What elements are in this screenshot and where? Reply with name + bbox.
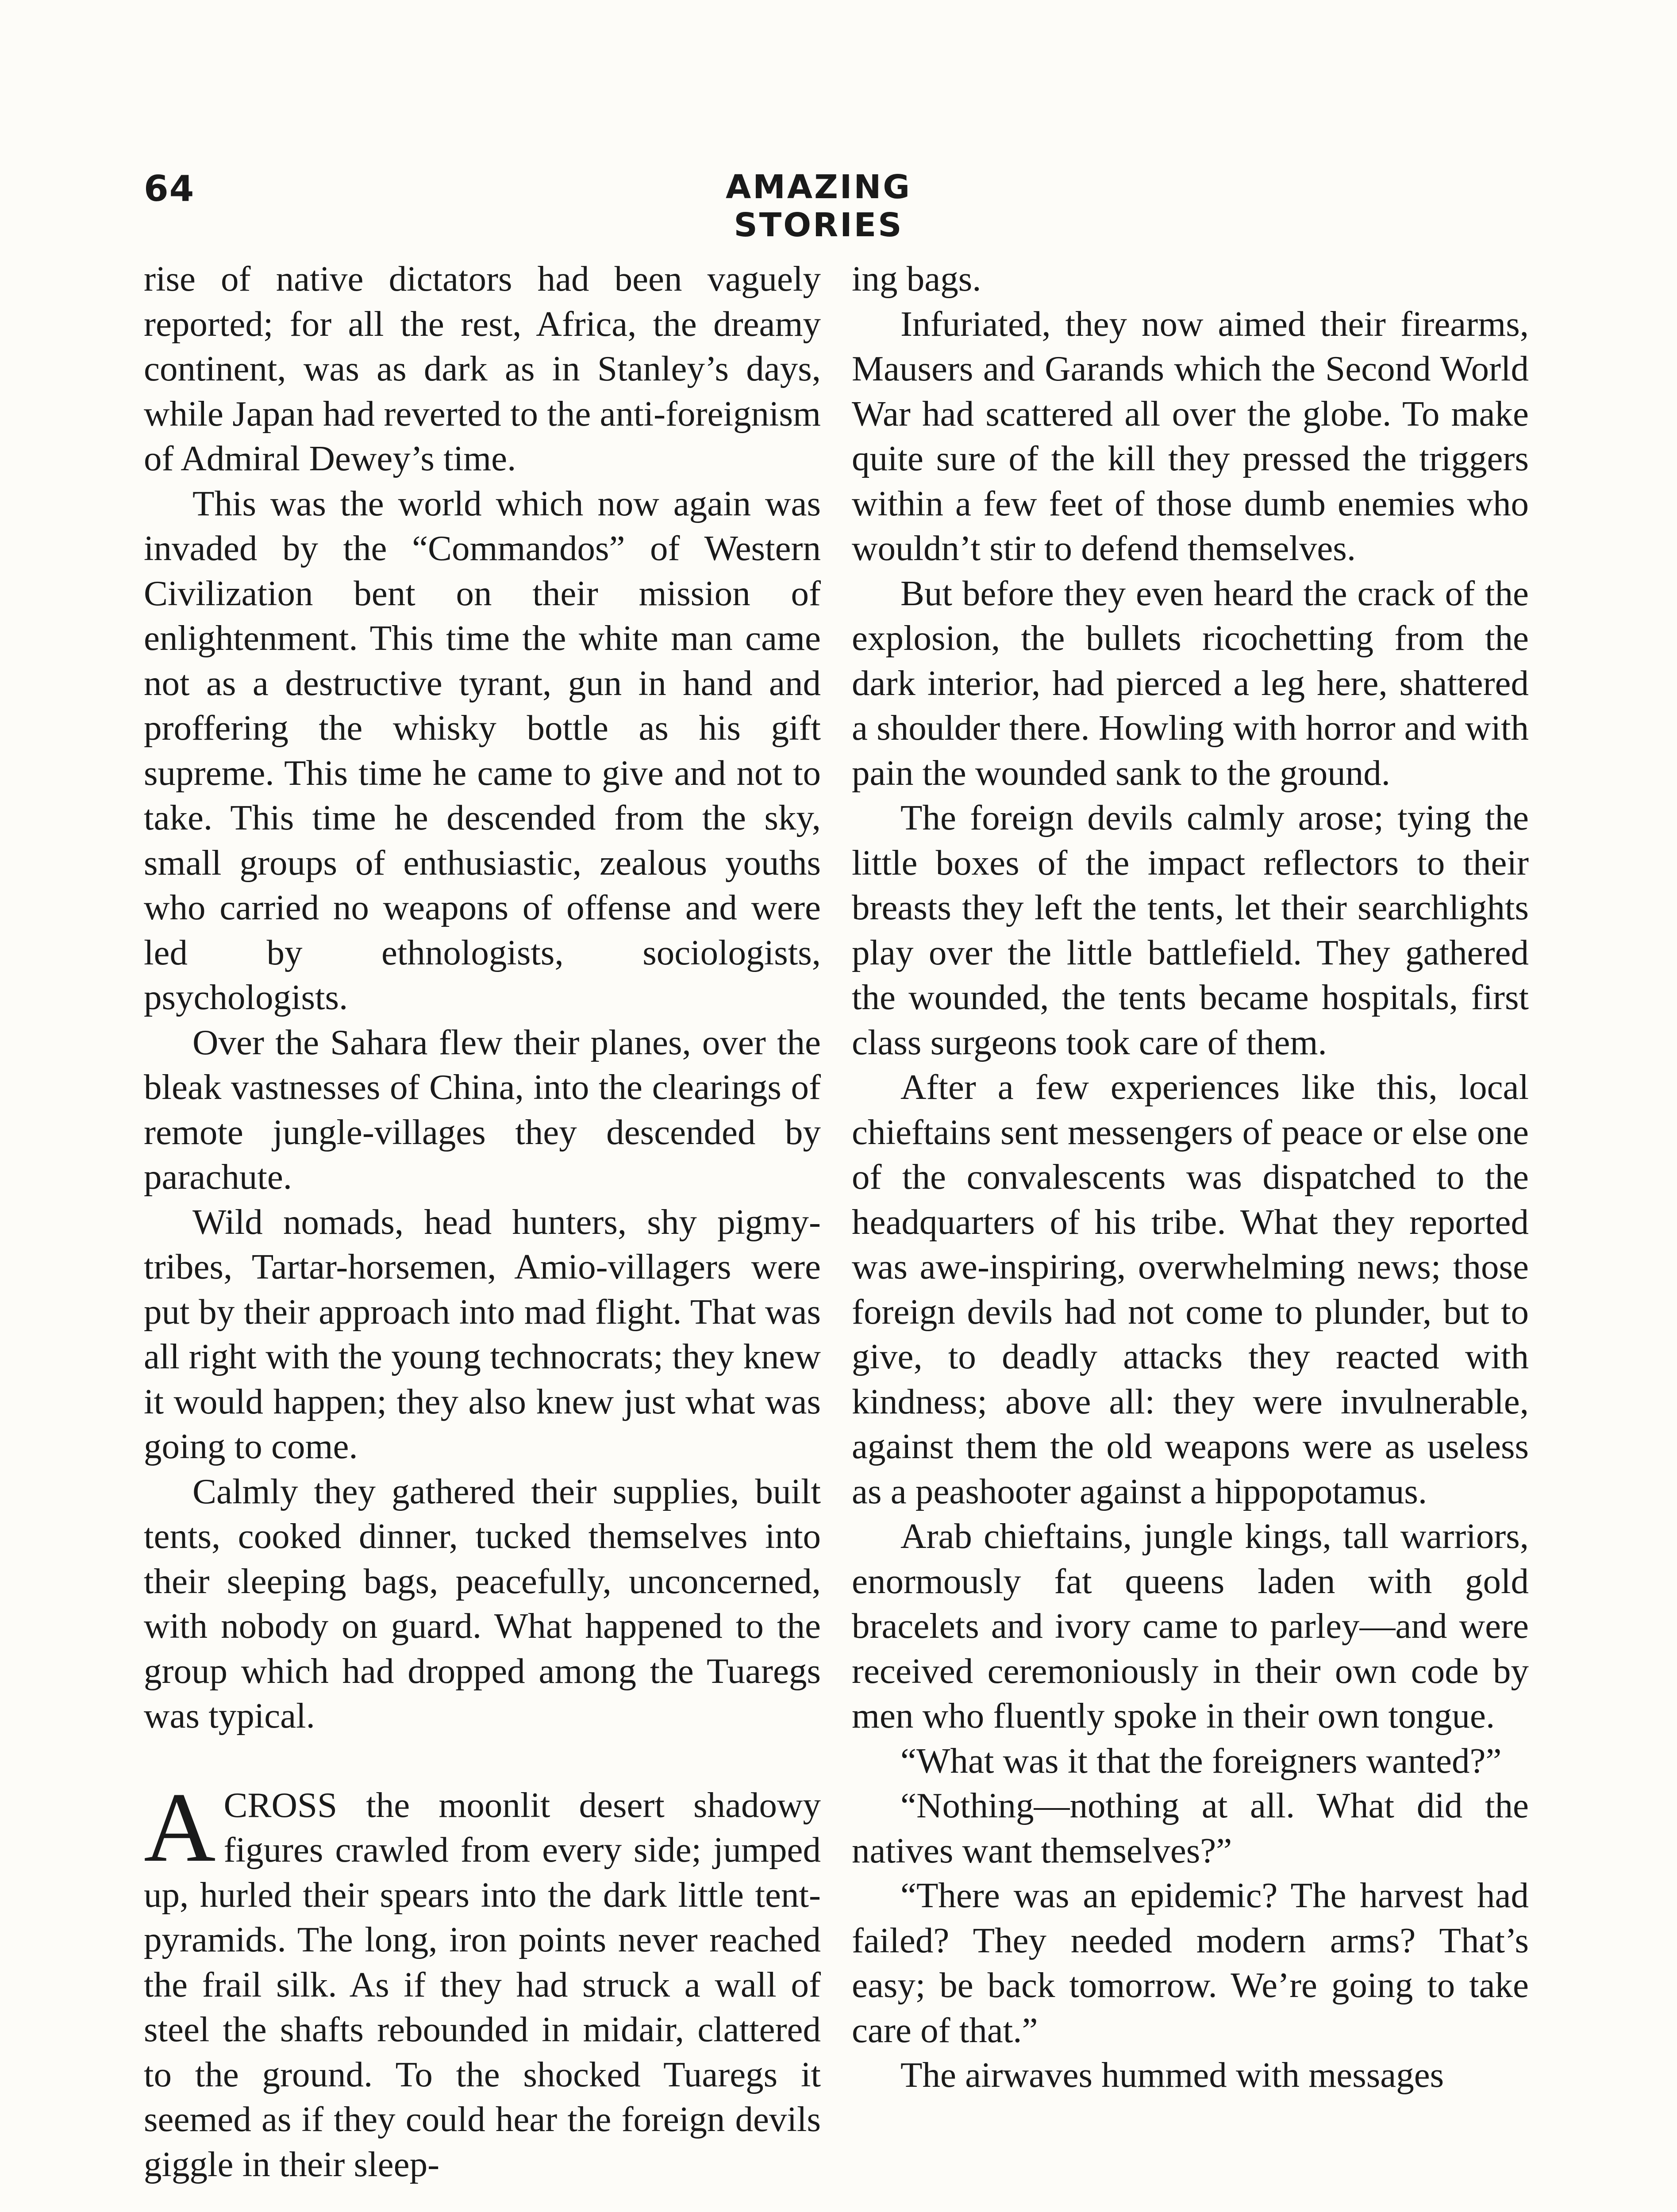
- paragraph: Calmly they gathered their supplies, built tents, cooked dinner, tucked themselves into their sleeping bags, peacefully, unconcerned, with nobody on guard. What happened to the group which had dropped among the Tuaregs was typical.: [144, 1471, 821, 1736]
- paragraph: The airwaves hummed with messages: [900, 2055, 1444, 2095]
- paragraph: Wild nomads, head hunters, shy pigmy-tribes, Tartar-horsemen, Amio-villagers were put by their approach into mad flight. That was all right with the young technocrats; they knew it would happen; they also knew just what was going to come.: [144, 1202, 821, 1466]
- left-column: [144, 257, 821, 2187]
- page-header: [0, 168, 1677, 244]
- running-head: AMAZING STORIES: [725, 168, 912, 244]
- paragraph: This was the world which now again was invaded by the “Commandos” of Western Civilization bent on their mission of enlightenment. This time the white man came not as a destructive tyrant, gun in hand and proffering the whisky bottle as his gift supreme. This time he came to give and not to take. This time he descended from the sky, small groups of enthusiastic, zealous youths who carried no weapons of offense and were led by ethnologists, sociologists, psychologists.: [144, 483, 821, 1017]
- dropcap-paragraph: [144, 1771, 821, 2187]
- right-column: [852, 257, 1529, 2098]
- paragraph: Over the Sahara flew their planes, over the bleak vastnesses of China, into the clearings of remote jungle-villages they descended by parachute.: [144, 1022, 821, 1197]
- paragraph: “Nothing—nothing at all. What did the natives want themselves?”: [852, 1786, 1529, 1870]
- paragraph: “There was an epidemic? The harvest had failed? They needed modern arms? That’s easy; be back tomorrow. We’re going to take care of that.”: [852, 1875, 1529, 2050]
- paragraph: Arab chieftains, jungle kings, tall warriors, enormously fat queens laden with gold bracelets and ivory came to parley—and were received ceremoniously in their own code by men who fluently spoke in their own tongue.: [852, 1516, 1529, 1736]
- paragraph: “What was it that the foreigners wanted?”: [900, 1740, 1502, 1781]
- page-number: 64: [144, 168, 195, 209]
- paragraph: Infuriated, they now aimed their firearms, Mausers and Garands which the Second World War had scattered all over the globe. To make quite sure of the kill they pressed the triggers within a few feet of those dumb enemies who wouldn’t stir to defend themselves.: [852, 303, 1529, 568]
- dropcap-paragraph-text: CROSS the moonlit desert shadowy figures crawled from every side; jumped up, hurled their spears into the dark little tent-pyramids. The long, iron points never reached the frail silk. As if they had struck a wall of steel the shafts rebounded in midair, clattered to the ground. To the shocked Tuaregs it seemed as if they could hear the foreign devils giggle in their sleep-: [144, 1785, 821, 2184]
- paragraph: rise of native dictators had been vaguely reported; for all the rest, Africa, the dreamy continent, was as dark as in Stanley’s days, while Japan had reverted to the anti-foreignism of Admiral Dewey’s time.: [144, 259, 821, 478]
- paragraph: But before they even heard the crack of the explosion, the bullets ricochetting from the dark interior, had pierced a leg here, shattered a shoulder there. Howling with horror and with pain the wounded sank to the ground.: [852, 573, 1529, 793]
- paragraph: After a few experiences like this, local chieftains sent messengers of peace or else one of the convalescents was dispatched to the headquarters of his tribe. What they reported was awe-inspiring, overwhelming news; those foreign devils had not come to plunder, but to give, to deadly attacks they reacted with kindness; above all: they were invulnerable, against them the old weapons were as useless as a peashooter against a hippopotamus.: [852, 1067, 1529, 1511]
- paragraph: ing bags.: [852, 259, 981, 299]
- drop-cap: A: [144, 1771, 216, 1882]
- paragraph: The foreign devils calmly arose; tying the little boxes of the impact reflectors to their breasts they left the tents, let their searchlights play over the little battlefield. They gathered the wounded, the tents became hospitals, first class surgeons took care of them.: [852, 798, 1529, 1062]
